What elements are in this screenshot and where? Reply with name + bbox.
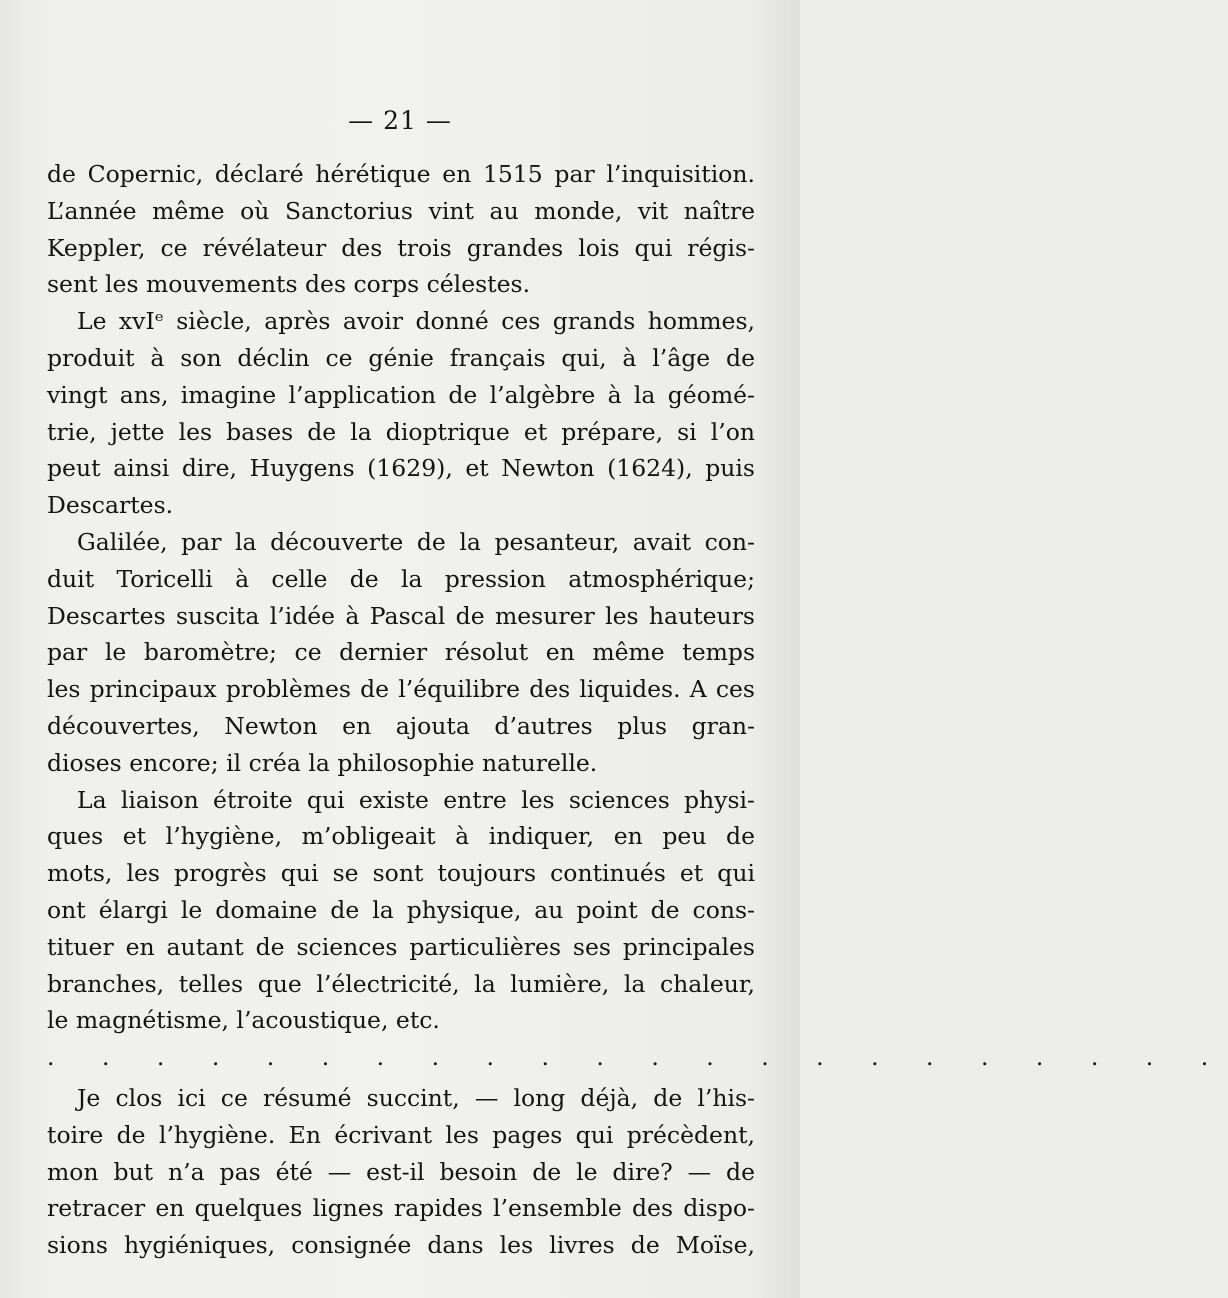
text-line: le magnétisme, l’acoustique, etc. bbox=[47, 1006, 440, 1035]
text-line: La liaison étroite qui existe entre les sciences physi- bbox=[77, 785, 755, 814]
text-line: Descartes. bbox=[47, 491, 174, 520]
text-line: mon but n’a pas été — est-il besoin de le dire? — de bbox=[47, 1157, 755, 1186]
text-line: de Copernic, déclaré hérétique en 1515 par l’inquisition. bbox=[47, 160, 755, 188]
text-line: les principaux problèmes de l’équilibre des liquides. A ces bbox=[47, 675, 755, 704]
body-text bbox=[47, 156, 1228, 1264]
text-line: peut ainsi dire, Huygens (1629), et Newton (1624), puis bbox=[47, 454, 755, 483]
text-line: duit Toricelli à celle de la pression atmosphérique; bbox=[47, 564, 755, 593]
text-line: sions hygiéniques, consignée dans les livres de Moïse, bbox=[47, 1231, 755, 1260]
text-line: retracer en quelques lignes rapides l’ensemble des dispo- bbox=[47, 1194, 755, 1223]
text-line: tituer en autant de sciences particulières ses principales bbox=[47, 932, 755, 961]
text-line: Keppler, ce révélateur des trois grandes lois qui régis- bbox=[47, 233, 755, 262]
text-line: produit à son déclin ce génie français qui, à l’âge de bbox=[47, 343, 755, 372]
text-line: trie, jette les bases de la dioptrique et prépare, si l’on bbox=[47, 417, 755, 446]
text-line: mots, les progrès qui se sont toujours continués et qui bbox=[47, 859, 755, 888]
text-line: Je clos ici ce résumé succint, — long déjà, de l’his- bbox=[77, 1083, 755, 1112]
text-line: Le xvIᵉ siècle, après avoir donné ces grands hommes, bbox=[77, 307, 755, 336]
text-line: sent les mouvements des corps célestes. bbox=[47, 270, 531, 299]
text-line: Descartes suscita l’idée à Pascal de mesurer les hauteurs bbox=[47, 601, 755, 630]
text-line: par le baromètre; ce dernier résolut en même temps bbox=[47, 638, 755, 667]
text-line: dioses encore; il créa la philosophie naturelle. bbox=[47, 748, 598, 777]
text-line: Galilée, par la découverte de la pesanteur, avait con- bbox=[77, 527, 755, 556]
ellipsis-dots-line: . . . . . . . . . . . . . . . . . . . . . . bbox=[47, 1043, 1228, 1072]
text-line: vingt ans, imagine l’application de l’algèbre à la géomé- bbox=[47, 380, 755, 409]
text-line: L’année même où Sanctorius vint au monde, vit naître bbox=[47, 196, 755, 225]
text-line: découvertes, Newton en ajouta d’autres plus gran- bbox=[47, 711, 755, 740]
text-line: ont élargi le domaine de la physique, au point de cons- bbox=[47, 895, 755, 924]
page-number: — 21 — bbox=[348, 106, 452, 135]
text-line: ques et l’hygiène, m’obligeait à indiquer, en peu de bbox=[47, 822, 755, 851]
text-line: toire de l’hygiène. En écrivant les pages qui précèdent, bbox=[47, 1120, 755, 1149]
text-line: branches, telles que l’électricité, la lumière, la chaleur, bbox=[47, 969, 755, 998]
